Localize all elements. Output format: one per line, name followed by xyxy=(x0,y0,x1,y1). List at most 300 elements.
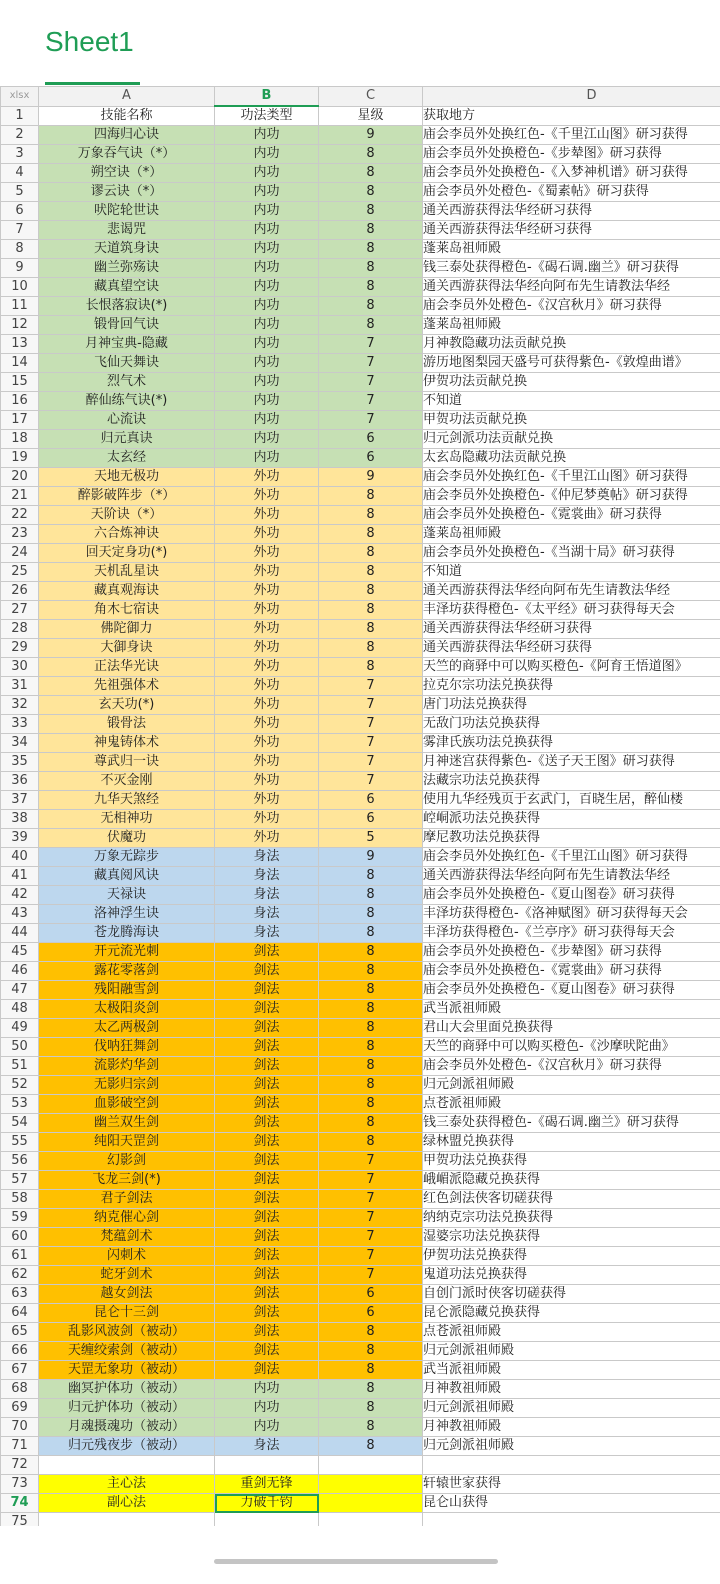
cell-a[interactable]: 飞龙三剑(*) xyxy=(39,1171,215,1190)
row-header[interactable]: 73 xyxy=(1,1475,39,1494)
row-header[interactable]: 51 xyxy=(1,1057,39,1076)
cell-c[interactable]: 7 xyxy=(319,392,423,411)
cell-a[interactable]: 技能名称 xyxy=(39,106,215,126)
cell-c[interactable]: 7 xyxy=(319,677,423,696)
cell-d[interactable]: 庙会李员外处换橙色-《步辇图》研习获得 xyxy=(423,943,720,962)
cell-b[interactable]: 剑法 xyxy=(215,1266,319,1285)
row-header[interactable]: 62 xyxy=(1,1266,39,1285)
cell-d[interactable]: 庙会李员外处橙色-《蜀素帖》研习获得 xyxy=(423,183,720,202)
cell-d[interactable]: 不知道 xyxy=(423,563,720,582)
cell-d[interactable]: 太玄岛隐藏功法贡献兑换 xyxy=(423,449,720,468)
cell-c[interactable]: 8 xyxy=(319,183,423,202)
cell-a[interactable]: 神鬼铸体术 xyxy=(39,734,215,753)
cell-d[interactable]: 丰泽坊获得橙色-《太平经》研习获得每天会 xyxy=(423,601,720,620)
cell-c[interactable]: 8 xyxy=(319,563,423,582)
row-header[interactable]: 32 xyxy=(1,696,39,715)
cell-a[interactable]: 悲谒咒 xyxy=(39,221,215,240)
cell-c[interactable] xyxy=(319,1494,423,1513)
cell-d[interactable]: 点苍派祖师殿 xyxy=(423,1095,720,1114)
row-header[interactable]: 30 xyxy=(1,658,39,677)
cell-a[interactable]: 天罡无象功（被动） xyxy=(39,1361,215,1380)
cell-a[interactable]: 幻影剑 xyxy=(39,1152,215,1171)
cell-a[interactable]: 幽兰双生剑 xyxy=(39,1114,215,1133)
cell-d[interactable]: 蓬莱岛祖师殿 xyxy=(423,525,720,544)
cell-d[interactable]: 月神教祖师殿 xyxy=(423,1380,720,1399)
cell-d[interactable]: 庙会李员外处换橙色-《入梦神机谱》研习获得 xyxy=(423,164,720,183)
row-header[interactable]: 7 xyxy=(1,221,39,240)
cell-a[interactable]: 吠陀轮世诀 xyxy=(39,202,215,221)
cell-c[interactable]: 8 xyxy=(319,1057,423,1076)
cell-a[interactable]: 乱影风波剑（被动） xyxy=(39,1323,215,1342)
row-header[interactable]: 42 xyxy=(1,886,39,905)
cell-a[interactable]: 越女剑法 xyxy=(39,1285,215,1304)
cell-a[interactable]: 醉仙练气诀(*) xyxy=(39,392,215,411)
cell-b[interactable]: 内功 xyxy=(215,335,319,354)
cell-a[interactable]: 归元护体功（被动） xyxy=(39,1399,215,1418)
cell-b[interactable]: 外功 xyxy=(215,601,319,620)
cell-a[interactable]: 烈气术 xyxy=(39,373,215,392)
cell-d[interactable]: 鬼道功法兑换获得 xyxy=(423,1266,720,1285)
cell-c[interactable]: 8 xyxy=(319,221,423,240)
cell-c[interactable]: 8 xyxy=(319,1114,423,1133)
cell-d[interactable]: 点苍派祖师殿 xyxy=(423,1323,720,1342)
cell-c[interactable]: 7 xyxy=(319,335,423,354)
cell-d[interactable]: 通关西游获得法华经研习获得 xyxy=(423,221,720,240)
cell-d[interactable]: 丰泽坊获得橙色-《兰亭序》研习获得每天会 xyxy=(423,924,720,943)
cell-d[interactable]: 钱三泰处获得橙色-《碣石调.幽兰》研习获得 xyxy=(423,259,720,278)
cell-d[interactable]: 昆仑派隐藏兑换获得 xyxy=(423,1304,720,1323)
cell-a[interactable]: 洛神浮生诀 xyxy=(39,905,215,924)
cell-c[interactable]: 7 xyxy=(319,734,423,753)
cell-b[interactable]: 外功 xyxy=(215,487,319,506)
cell-d[interactable]: 拉克尔宗功法兑换获得 xyxy=(423,677,720,696)
cell-d[interactable]: 通关西游获得法华经研习获得 xyxy=(423,639,720,658)
cell-b[interactable]: 外功 xyxy=(215,525,319,544)
cell-b[interactable]: 身法 xyxy=(215,848,319,867)
cell-c[interactable]: 9 xyxy=(319,848,423,867)
cell-c[interactable]: 7 xyxy=(319,715,423,734)
cell-b[interactable]: 身法 xyxy=(215,867,319,886)
row-header[interactable]: 71 xyxy=(1,1437,39,1456)
cell-c[interactable]: 8 xyxy=(319,867,423,886)
cell-c[interactable]: 7 xyxy=(319,772,423,791)
cell-a[interactable]: 锻骨法 xyxy=(39,715,215,734)
cell-b[interactable]: 外功 xyxy=(215,772,319,791)
cell-c[interactable]: 8 xyxy=(319,316,423,335)
cell-c[interactable]: 8 xyxy=(319,1418,423,1437)
cell-a[interactable]: 天禄诀 xyxy=(39,886,215,905)
row-header[interactable]: 31 xyxy=(1,677,39,696)
row-header[interactable]: 29 xyxy=(1,639,39,658)
cell-c[interactable]: 7 xyxy=(319,1209,423,1228)
sheet-tab-title[interactable]: Sheet1 xyxy=(45,26,134,57)
cell-c[interactable]: 7 xyxy=(319,1247,423,1266)
cell-d[interactable]: 轩辕世家获得 xyxy=(423,1475,720,1494)
row-header[interactable]: 15 xyxy=(1,373,39,392)
cell-b[interactable]: 外功 xyxy=(215,563,319,582)
cell-b[interactable]: 外功 xyxy=(215,620,319,639)
cell-d[interactable]: 蓬莱岛祖师殿 xyxy=(423,316,720,335)
cell-c[interactable]: 8 xyxy=(319,582,423,601)
cell-d[interactable]: 自创门派时侠客切磋获得 xyxy=(423,1285,720,1304)
cell-a[interactable]: 幽冥护体功（被动） xyxy=(39,1380,215,1399)
column-header-c[interactable]: C xyxy=(319,87,423,107)
cell-a[interactable]: 角木七宿诀 xyxy=(39,601,215,620)
cell-c[interactable]: 9 xyxy=(319,126,423,145)
cell-d[interactable]: 庙会李员外处换橙色-《仲尼梦奠帖》研习获得 xyxy=(423,487,720,506)
row-header[interactable]: 56 xyxy=(1,1152,39,1171)
cell-b[interactable]: 力破千钧 xyxy=(215,1494,319,1513)
cell-c[interactable]: 7 xyxy=(319,1152,423,1171)
row-header[interactable]: 14 xyxy=(1,354,39,373)
cell-c[interactable]: 7 xyxy=(319,1266,423,1285)
cell-b[interactable]: 外功 xyxy=(215,639,319,658)
row-header[interactable]: 24 xyxy=(1,544,39,563)
cell-d[interactable]: 天竺的商驿中可以购买橙色-《阿育王悟道图》 xyxy=(423,658,720,677)
row-header[interactable]: 43 xyxy=(1,905,39,924)
cell-d[interactable]: 归元剑派祖师殿 xyxy=(423,1342,720,1361)
cell-d[interactable]: 武当派祖师殿 xyxy=(423,1000,720,1019)
cell-a[interactable]: 谬云诀（*） xyxy=(39,183,215,202)
row-header[interactable]: 1 xyxy=(1,106,39,126)
cell-c[interactable]: 5 xyxy=(319,829,423,848)
cell-b[interactable]: 内功 xyxy=(215,240,319,259)
cell-d[interactable]: 伊贺功法兑换获得 xyxy=(423,1247,720,1266)
cell-c[interactable]: 8 xyxy=(319,1380,423,1399)
cell-c[interactable]: 8 xyxy=(319,601,423,620)
cell-d[interactable]: 法藏宗功法兑换获得 xyxy=(423,772,720,791)
cell-b[interactable]: 外功 xyxy=(215,715,319,734)
cell-d[interactable]: 归元剑派功法贡献兑换 xyxy=(423,430,720,449)
row-header[interactable]: 27 xyxy=(1,601,39,620)
cell-b[interactable]: 身法 xyxy=(215,905,319,924)
cell-a[interactable]: 开元流光刺 xyxy=(39,943,215,962)
row-header[interactable]: 3 xyxy=(1,145,39,164)
row-header[interactable]: 39 xyxy=(1,829,39,848)
cell-b[interactable]: 内功 xyxy=(215,221,319,240)
cell-b[interactable]: 外功 xyxy=(215,506,319,525)
cell-c[interactable]: 8 xyxy=(319,943,423,962)
cell-b[interactable]: 剑法 xyxy=(215,1152,319,1171)
cell-a[interactable]: 副心法 xyxy=(39,1494,215,1513)
cell-d[interactable] xyxy=(423,1456,720,1475)
cell-b[interactable]: 内功 xyxy=(215,430,319,449)
cell-c[interactable]: 8 xyxy=(319,1076,423,1095)
cell-a[interactable]: 不灭金刚 xyxy=(39,772,215,791)
row-header[interactable]: 22 xyxy=(1,506,39,525)
cell-b[interactable]: 内功 xyxy=(215,316,319,335)
cell-c[interactable]: 8 xyxy=(319,525,423,544)
row-header[interactable]: 20 xyxy=(1,468,39,487)
cell-b[interactable]: 内功 xyxy=(215,164,319,183)
cell-c[interactable]: 8 xyxy=(319,1437,423,1456)
row-header[interactable]: 9 xyxy=(1,259,39,278)
cell-c[interactable]: 6 xyxy=(319,430,423,449)
row-header[interactable]: 34 xyxy=(1,734,39,753)
row-header[interactable]: 72 xyxy=(1,1456,39,1475)
cell-d[interactable]: 月神教祖师殿 xyxy=(423,1418,720,1437)
cell-c[interactable]: 8 xyxy=(319,1399,423,1418)
row-header[interactable]: 4 xyxy=(1,164,39,183)
cell-c[interactable]: 8 xyxy=(319,962,423,981)
cell-a[interactable]: 正法华光诀 xyxy=(39,658,215,677)
cell-a[interactable] xyxy=(39,1456,215,1475)
row-header[interactable]: 74 xyxy=(1,1494,39,1513)
cell-c[interactable]: 8 xyxy=(319,240,423,259)
cell-b[interactable]: 剑法 xyxy=(215,943,319,962)
cell-a[interactable]: 天阶诀（*） xyxy=(39,506,215,525)
cell-d[interactable]: 庙会李员外处换橙色-《夏山图卷》研习获得 xyxy=(423,886,720,905)
cell-b[interactable]: 剑法 xyxy=(215,1133,319,1152)
row-header[interactable]: 13 xyxy=(1,335,39,354)
cell-d[interactable]: 通关西游获得法华经向阿布先生请教法华经 xyxy=(423,278,720,297)
cell-a[interactable]: 先祖强体术 xyxy=(39,677,215,696)
cell-a[interactable]: 太乙两极剑 xyxy=(39,1019,215,1038)
cell-c[interactable]: 8 xyxy=(319,259,423,278)
cell-d[interactable]: 伊贺功法贡献兑换 xyxy=(423,373,720,392)
cell-c[interactable]: 8 xyxy=(319,1133,423,1152)
row-header[interactable]: 68 xyxy=(1,1380,39,1399)
cell-d[interactable]: 丰泽坊获得橙色-《洛神赋图》研习获得每天会 xyxy=(423,905,720,924)
cell-a[interactable]: 流影灼华剑 xyxy=(39,1057,215,1076)
row-header[interactable]: 2 xyxy=(1,126,39,145)
cell-a[interactable]: 归元残夜步（被动） xyxy=(39,1437,215,1456)
cell-b[interactable]: 外功 xyxy=(215,468,319,487)
cell-c[interactable]: 9 xyxy=(319,468,423,487)
row-header[interactable]: 21 xyxy=(1,487,39,506)
cell-b[interactable]: 剑法 xyxy=(215,1019,319,1038)
cell-b[interactable]: 剑法 xyxy=(215,1190,319,1209)
cell-b[interactable]: 外功 xyxy=(215,734,319,753)
cell-a[interactable]: 血影破空剑 xyxy=(39,1095,215,1114)
cell-b[interactable]: 内功 xyxy=(215,202,319,221)
row-header[interactable]: 19 xyxy=(1,449,39,468)
cell-c[interactable]: 7 xyxy=(319,1171,423,1190)
cell-b[interactable]: 内功 xyxy=(215,183,319,202)
cell-a[interactable]: 九华天煞经 xyxy=(39,791,215,810)
cell-b[interactable]: 剑法 xyxy=(215,1228,319,1247)
cell-d[interactable]: 摩尼教功法兑换获得 xyxy=(423,829,720,848)
cell-d[interactable]: 庙会李员外处换橙色-《当湖十局》研习获得 xyxy=(423,544,720,563)
cell-d[interactable]: 通关西游获得法华经向阿布先生请教法华经 xyxy=(423,582,720,601)
cell-d[interactable]: 昆仑山获得 xyxy=(423,1494,720,1513)
row-header[interactable]: 40 xyxy=(1,848,39,867)
cell-b[interactable]: 外功 xyxy=(215,677,319,696)
cell-a[interactable]: 长恨落寂诀(*) xyxy=(39,297,215,316)
cell-b[interactable]: 身法 xyxy=(215,1437,319,1456)
cell-d[interactable]: 纳纳克宗功法兑换获得 xyxy=(423,1209,720,1228)
cell-d[interactable]: 绿林盟兑换获得 xyxy=(423,1133,720,1152)
cell-d[interactable]: 蓬莱岛祖师殿 xyxy=(423,240,720,259)
cell-d[interactable]: 通关西游获得法华经研习获得 xyxy=(423,202,720,221)
cell-a[interactable]: 伏魔功 xyxy=(39,829,215,848)
cell-d[interactable]: 庙会李员外处橙色-《汉宫秋月》研习获得 xyxy=(423,1057,720,1076)
cell-b[interactable]: 剑法 xyxy=(215,962,319,981)
cell-c[interactable]: 8 xyxy=(319,544,423,563)
cell-d[interactable]: 红色剑法侠客切磋获得 xyxy=(423,1190,720,1209)
row-header[interactable]: 25 xyxy=(1,563,39,582)
cell-c[interactable]: 8 xyxy=(319,202,423,221)
cell-a[interactable]: 无影归宗剑 xyxy=(39,1076,215,1095)
cell-a[interactable]: 六合炼神诀 xyxy=(39,525,215,544)
cell-c[interactable]: 8 xyxy=(319,886,423,905)
cell-d[interactable]: 庙会李员外处换橙色-《霓裳曲》研习获得 xyxy=(423,506,720,525)
cell-a[interactable]: 主心法 xyxy=(39,1475,215,1494)
cell-a[interactable]: 玄天功(*) xyxy=(39,696,215,715)
cell-a[interactable]: 锻骨回气诀 xyxy=(39,316,215,335)
row-header[interactable]: 49 xyxy=(1,1019,39,1038)
cell-b[interactable]: 剑法 xyxy=(215,1285,319,1304)
cell-a[interactable]: 梵蕴剑术 xyxy=(39,1228,215,1247)
cell-a[interactable]: 天缠绞索剑（被动） xyxy=(39,1342,215,1361)
cell-c[interactable]: 8 xyxy=(319,905,423,924)
column-header-d[interactable]: D xyxy=(423,87,720,107)
cell-d[interactable]: 崆峒派功法兑换获得 xyxy=(423,810,720,829)
cell-b[interactable]: 内功 xyxy=(215,354,319,373)
cell-d[interactable]: 通关西游获得法华经研习获得 xyxy=(423,620,720,639)
cell-c[interactable]: 8 xyxy=(319,1361,423,1380)
cell-b[interactable]: 剑法 xyxy=(215,1209,319,1228)
cell-c[interactable]: 8 xyxy=(319,1000,423,1019)
cell-c[interactable]: 8 xyxy=(319,164,423,183)
row-header[interactable]: 16 xyxy=(1,392,39,411)
cell-a[interactable]: 蛇牙剑术 xyxy=(39,1266,215,1285)
cell-b[interactable]: 内功 xyxy=(215,449,319,468)
cell-b[interactable]: 内功 xyxy=(215,145,319,164)
cell-c[interactable] xyxy=(319,1475,423,1494)
row-header[interactable]: 54 xyxy=(1,1114,39,1133)
row-header[interactable]: 8 xyxy=(1,240,39,259)
cell-d[interactable]: 月神教隐藏功法贡献兑换 xyxy=(423,335,720,354)
cell-c[interactable] xyxy=(319,1513,423,1527)
cell-b[interactable]: 剑法 xyxy=(215,1000,319,1019)
row-header[interactable]: 26 xyxy=(1,582,39,601)
cell-c[interactable]: 8 xyxy=(319,1019,423,1038)
cell-b[interactable]: 剑法 xyxy=(215,1114,319,1133)
cell-a[interactable]: 无相神功 xyxy=(39,810,215,829)
cell-a[interactable]: 月神宝典-隐藏 xyxy=(39,335,215,354)
cell-c[interactable]: 8 xyxy=(319,145,423,164)
row-header[interactable]: 57 xyxy=(1,1171,39,1190)
row-header[interactable]: 23 xyxy=(1,525,39,544)
row-header[interactable]: 75 xyxy=(1,1513,39,1527)
cell-d[interactable]: 君山大会里面兑换获得 xyxy=(423,1019,720,1038)
cell-b[interactable]: 剑法 xyxy=(215,1323,319,1342)
cell-b[interactable]: 剑法 xyxy=(215,1361,319,1380)
row-header[interactable]: 37 xyxy=(1,791,39,810)
row-header[interactable]: 61 xyxy=(1,1247,39,1266)
cell-c[interactable]: 7 xyxy=(319,753,423,772)
cell-a[interactable]: 闪刺术 xyxy=(39,1247,215,1266)
cell-a[interactable]: 尊武归一诀 xyxy=(39,753,215,772)
cell-c[interactable]: 8 xyxy=(319,639,423,658)
row-header[interactable]: 6 xyxy=(1,202,39,221)
cell-d[interactable]: 归元剑派祖师殿 xyxy=(423,1437,720,1456)
cell-c[interactable]: 7 xyxy=(319,1190,423,1209)
row-header[interactable]: 41 xyxy=(1,867,39,886)
cell-b[interactable]: 内功 xyxy=(215,278,319,297)
cell-b[interactable]: 外功 xyxy=(215,582,319,601)
cell-b[interactable]: 外功 xyxy=(215,791,319,810)
column-header-a[interactable]: A xyxy=(39,87,215,107)
cell-a[interactable]: 太极阳炎剑 xyxy=(39,1000,215,1019)
cell-a[interactable]: 万象吞气诀（*） xyxy=(39,145,215,164)
cell-b[interactable]: 剑法 xyxy=(215,1095,319,1114)
row-header[interactable]: 67 xyxy=(1,1361,39,1380)
cell-a[interactable]: 伐呐狂舞剑 xyxy=(39,1038,215,1057)
cell-a[interactable]: 月魂摄魂功（被动） xyxy=(39,1418,215,1437)
row-header[interactable]: 48 xyxy=(1,1000,39,1019)
row-header[interactable]: 64 xyxy=(1,1304,39,1323)
cell-d[interactable]: 唐门功法兑换获得 xyxy=(423,696,720,715)
home-indicator-bar[interactable] xyxy=(214,1559,498,1564)
cell-c[interactable]: 8 xyxy=(319,981,423,1000)
cell-b[interactable]: 外功 xyxy=(215,696,319,715)
cell-b[interactable]: 剑法 xyxy=(215,1247,319,1266)
row-header[interactable]: 18 xyxy=(1,430,39,449)
cell-b[interactable]: 内功 xyxy=(215,411,319,430)
row-header[interactable]: 35 xyxy=(1,753,39,772)
row-header[interactable]: 36 xyxy=(1,772,39,791)
select-all-corner[interactable]: xlsx xyxy=(1,87,39,107)
cell-a[interactable]: 天机乱星诀 xyxy=(39,563,215,582)
cell-c[interactable]: 8 xyxy=(319,1095,423,1114)
cell-c[interactable]: 7 xyxy=(319,411,423,430)
cell-a[interactable]: 飞仙天舞诀 xyxy=(39,354,215,373)
cell-b[interactable]: 剑法 xyxy=(215,1342,319,1361)
cell-b[interactable]: 外功 xyxy=(215,658,319,677)
cell-b[interactable]: 身法 xyxy=(215,924,319,943)
cell-c[interactable]: 8 xyxy=(319,487,423,506)
cell-c[interactable]: 8 xyxy=(319,278,423,297)
cell-c[interactable]: 6 xyxy=(319,449,423,468)
cell-b[interactable]: 内功 xyxy=(215,392,319,411)
row-header[interactable]: 45 xyxy=(1,943,39,962)
cell-c[interactable]: 8 xyxy=(319,924,423,943)
cell-c[interactable]: 8 xyxy=(319,620,423,639)
spreadsheet-grid[interactable] xyxy=(0,86,720,1526)
row-header[interactable]: 58 xyxy=(1,1190,39,1209)
row-header[interactable]: 47 xyxy=(1,981,39,1000)
cell-a[interactable]: 幽兰弥殇诀 xyxy=(39,259,215,278)
cell-d[interactable]: 游历地图梨园天盛号可获得紫色-《敦煌曲谱》 xyxy=(423,354,720,373)
cell-b[interactable] xyxy=(215,1513,319,1527)
cell-a[interactable]: 四海归心诀 xyxy=(39,126,215,145)
cell-d[interactable] xyxy=(423,1513,720,1527)
cell-d[interactable]: 雾津氏族功法兑换获得 xyxy=(423,734,720,753)
cell-b[interactable]: 外功 xyxy=(215,544,319,563)
cell-b[interactable]: 剑法 xyxy=(215,1038,319,1057)
row-header[interactable]: 52 xyxy=(1,1076,39,1095)
row-header[interactable]: 33 xyxy=(1,715,39,734)
cell-d[interactable]: 峨嵋派隐藏兑换获得 xyxy=(423,1171,720,1190)
cell-d[interactable]: 钱三泰处获得橙色-《碣石调.幽兰》研习获得 xyxy=(423,1114,720,1133)
cell-a[interactable]: 朔空诀（*） xyxy=(39,164,215,183)
row-header[interactable]: 10 xyxy=(1,278,39,297)
cell-b[interactable]: 内功 xyxy=(215,1418,319,1437)
cell-a[interactable]: 天道筑身诀 xyxy=(39,240,215,259)
row-header[interactable]: 12 xyxy=(1,316,39,335)
cell-a[interactable]: 君子剑法 xyxy=(39,1190,215,1209)
cell-c[interactable]: 6 xyxy=(319,1285,423,1304)
cell-b[interactable]: 功法类型 xyxy=(215,106,319,126)
cell-a[interactable]: 天地无极功 xyxy=(39,468,215,487)
cell-d[interactable]: 武当派祖师殿 xyxy=(423,1361,720,1380)
cell-d[interactable]: 归元剑派祖师殿 xyxy=(423,1399,720,1418)
row-header[interactable]: 55 xyxy=(1,1133,39,1152)
cell-b[interactable]: 内功 xyxy=(215,259,319,278)
cell-a[interactable]: 昆仑十三剑 xyxy=(39,1304,215,1323)
